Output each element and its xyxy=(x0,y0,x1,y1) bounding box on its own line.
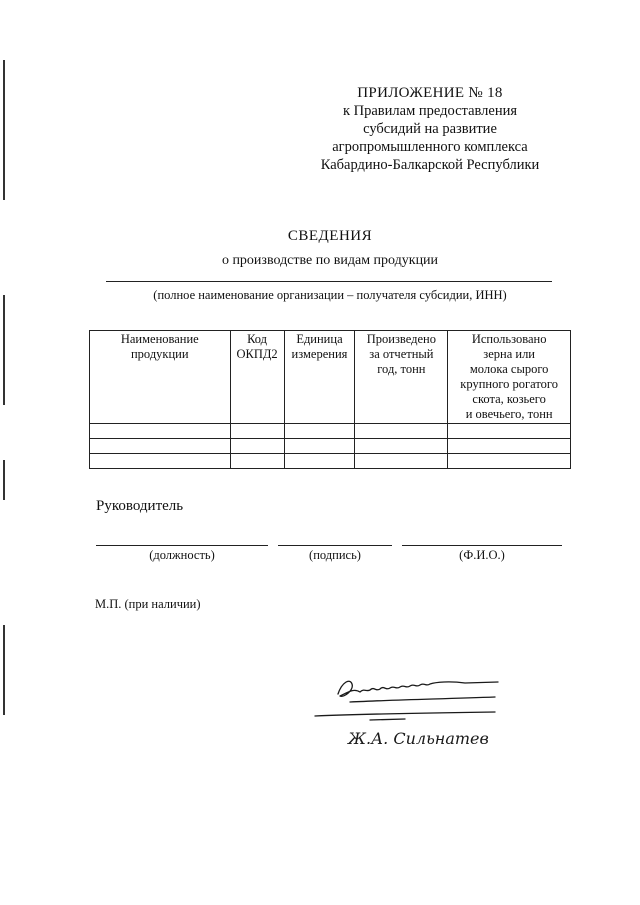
appendix-title: ПРИЛОЖЕНИЕ № 18 xyxy=(357,85,503,101)
table-header-row xyxy=(90,331,571,424)
header-unit xyxy=(284,331,355,424)
scan-edge-mark xyxy=(3,625,5,715)
table-cell xyxy=(355,454,448,469)
header-product-name xyxy=(90,331,231,424)
signature-stroke xyxy=(370,719,405,720)
header-label: Наименование продукции xyxy=(120,332,199,361)
header-label: Единица измерения xyxy=(291,332,348,361)
table-cell xyxy=(284,454,355,469)
appendix-line: агропромышленного комплекса xyxy=(332,139,528,155)
position-fill-line xyxy=(96,545,268,546)
signature-stroke xyxy=(350,697,495,702)
table-cell xyxy=(448,454,571,469)
header-label: Использовано зерна или молока сырого крупного рогатого скота, козьего и овечьего, тонн xyxy=(460,332,558,421)
document-subtitle: о производстве по видам продукции xyxy=(221,253,439,268)
appendix-header xyxy=(300,84,560,174)
appendix-line: Кабардино-Балкарской Республики xyxy=(320,157,540,173)
organization-fill-line xyxy=(106,281,552,282)
handwritten-signature xyxy=(310,662,510,757)
scan-edge-mark xyxy=(3,460,5,500)
appendix-line: субсидий на развитие xyxy=(363,121,497,137)
table-cell xyxy=(448,424,571,439)
table-cell xyxy=(448,439,571,454)
table-cell xyxy=(284,424,355,439)
table-cell xyxy=(230,424,284,439)
table-cell xyxy=(90,424,231,439)
leader-label: Руководитель xyxy=(96,498,184,514)
name-caption: (Ф.И.О.) xyxy=(459,548,505,562)
handwritten-name: Ж.А. Сильнатев xyxy=(348,729,489,748)
table-row xyxy=(90,454,571,469)
table-row xyxy=(90,439,571,454)
scan-edge-mark xyxy=(3,295,5,405)
appendix-line: к Правилам предоставления xyxy=(342,103,518,119)
signature-caption: (подпись) xyxy=(309,548,361,562)
table-cell xyxy=(355,439,448,454)
header-label: Код ОКПД2 xyxy=(236,332,278,361)
table-cell xyxy=(90,454,231,469)
scan-edge-mark xyxy=(3,60,5,200)
header-label: Произведено за отчетный год, тонн xyxy=(366,332,436,376)
table-cell xyxy=(90,439,231,454)
table-cell xyxy=(284,439,355,454)
table-row xyxy=(90,424,571,439)
header-used xyxy=(448,331,571,424)
signature-fill-line xyxy=(278,545,392,546)
table-cell xyxy=(230,454,284,469)
signature-stroke xyxy=(315,712,495,716)
document-title: СВЕДЕНИЯ xyxy=(287,228,373,244)
header-produced xyxy=(355,331,448,424)
table-cell xyxy=(355,424,448,439)
header-okpd2-code xyxy=(230,331,284,424)
organization-caption: (полное наименование организации – получателя субсидии, ИНН) xyxy=(153,288,507,302)
name-fill-line xyxy=(402,545,562,546)
table-cell xyxy=(230,439,284,454)
signature-stroke xyxy=(338,681,498,696)
position-caption: (должность) xyxy=(149,548,215,562)
production-table xyxy=(89,330,571,469)
stamp-label: М.П. (при наличии) xyxy=(95,597,201,611)
